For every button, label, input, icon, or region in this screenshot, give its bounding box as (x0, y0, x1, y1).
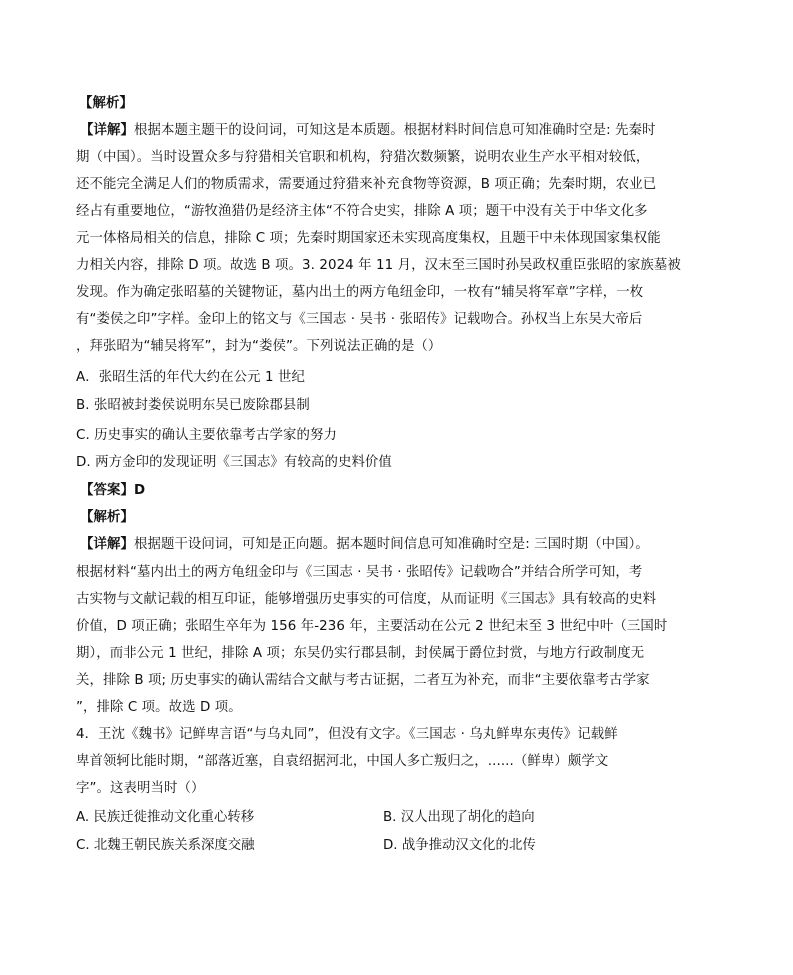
option-c: C. 历史事实的确认主要依靠考古学家的努力 (76, 428, 337, 443)
paragraph-line: ”，排除 C 项。故选 D 项。 (76, 700, 242, 715)
paragraph-line: 期），而非公元 1 世纪，排除 A 项；东吴仍实行郡县制，封侯属于爵位封赏，与地方行政制度无 (76, 646, 645, 661)
paragraph-line: 元一体格局相关的信息，排除 C 项；先秦时期国家还未实现高度集权，且题干中未体现国家集权能 (76, 231, 661, 246)
paragraph-line: 经占有重要地位，“游牧渔猎仍是经济主体“不符合史实，排除 A 项；题干中没有关于中华文化多 (76, 204, 648, 219)
detail-tag: 【详解】 (80, 123, 134, 138)
paragraph-line: 价值，D 项正确；张昭生卒年为 156 年-236 年，主要活动在公元 2 世纪末至 3 世纪中叶（三国时 (76, 619, 668, 634)
analysis-heading: 【解析】 (80, 510, 134, 525)
answer-tag: 【答案】 (80, 483, 134, 498)
question-stem: 卑首领轲比能时期，“部落近塞，自袁绍据河北，中国人多亡叛归之，......（鲜卑）颇学文 (76, 754, 609, 769)
question-stem: 4．王沈《魏书》记鲜卑言语“与乌丸同”，但没有文字。《三国志 · 乌丸鲜卑东夷传》记载鲜 (76, 727, 618, 742)
paragraph-line: 发现。作为确定张昭墓的关键物证，墓内出土的两方龟纽金印，一枚有“辅吴将军章”字样，一枚 (76, 285, 644, 300)
paragraph-line: 根据材料“墓内出土的两方龟纽金印与《三国志 · 吴书 · 张昭传》记载吻合”并结合所学可知，考 (76, 565, 643, 580)
answer-value: D (133, 483, 146, 498)
q4-option-b: B. 汉人出现了胡化的趋向 (383, 810, 535, 825)
paragraph-line: 期（中国）。当时设置众多与狩猎相关官职和机构，狩猎次数频繁，说明农业生产水平相对较低， (76, 150, 650, 165)
paragraph-line: 关，排除 B 项; 历史事实的确认需结合文献与考古证据，二者互为补充，而非“主要依靠考古学家 (76, 673, 650, 688)
paragraph-line: 【详解】根据本题主题干的设问词，可知这是本质题。根据材料时间信息可知准确时空是: 先秦时 (80, 123, 656, 138)
q4-option-a: A. 民族迁徙推动文化重心转移 (76, 810, 255, 825)
paragraph-line: 【详解】根据题干设问词，可知是正向题。据本题时间信息可知准确时空是: 三国时期（中国）。 (80, 537, 649, 552)
option-a: A．张昭生活的年代大约在公元 1 世纪 (76, 370, 305, 385)
detail-tag: 【详解】 (80, 537, 134, 552)
question-stem: 字”。这表明当时（） (76, 781, 205, 796)
option-d: D. 两方金印的发现证明《三国志》有较高的史料价值 (76, 455, 392, 470)
q4-option-c: C. 北魏王朝民族关系深度交融 (76, 838, 255, 853)
paragraph-line: ，拜张昭为“辅吴将军”，封为“娄侯”。下列说法正确的是（） (76, 339, 442, 354)
paragraph-line: 有“娄侯之印”字样。金印上的铭文与《三国志 · 吴书 · 张昭传》记载吻合。孙权当上东吴大帝后 (76, 312, 643, 327)
paragraph-line: 还不能完全满足人们的物质需求，需要通过狩猎来补充食物等资源，B 项正确；先秦时期，农业已 (76, 177, 657, 192)
option-b: B. 张昭被封娄侯说明东吴已废除郡县制 (76, 398, 310, 413)
analysis-heading: 【解析】 (79, 96, 133, 111)
paragraph-line: 力相关内容，排除 D 项。故选 B 项。3. 2024 年 11 月，汉末至三国时孙吴政权重臣张昭的家族墓被 (76, 258, 681, 273)
q4-option-d: D. 战争推动汉文化的北传 (383, 838, 536, 853)
paragraph-line: 古实物与文献记载的相互印证，能够增强历史事实的可信度，从而证明《三国志》具有较高的史料 (76, 592, 657, 607)
answer-line (80, 481, 720, 501)
